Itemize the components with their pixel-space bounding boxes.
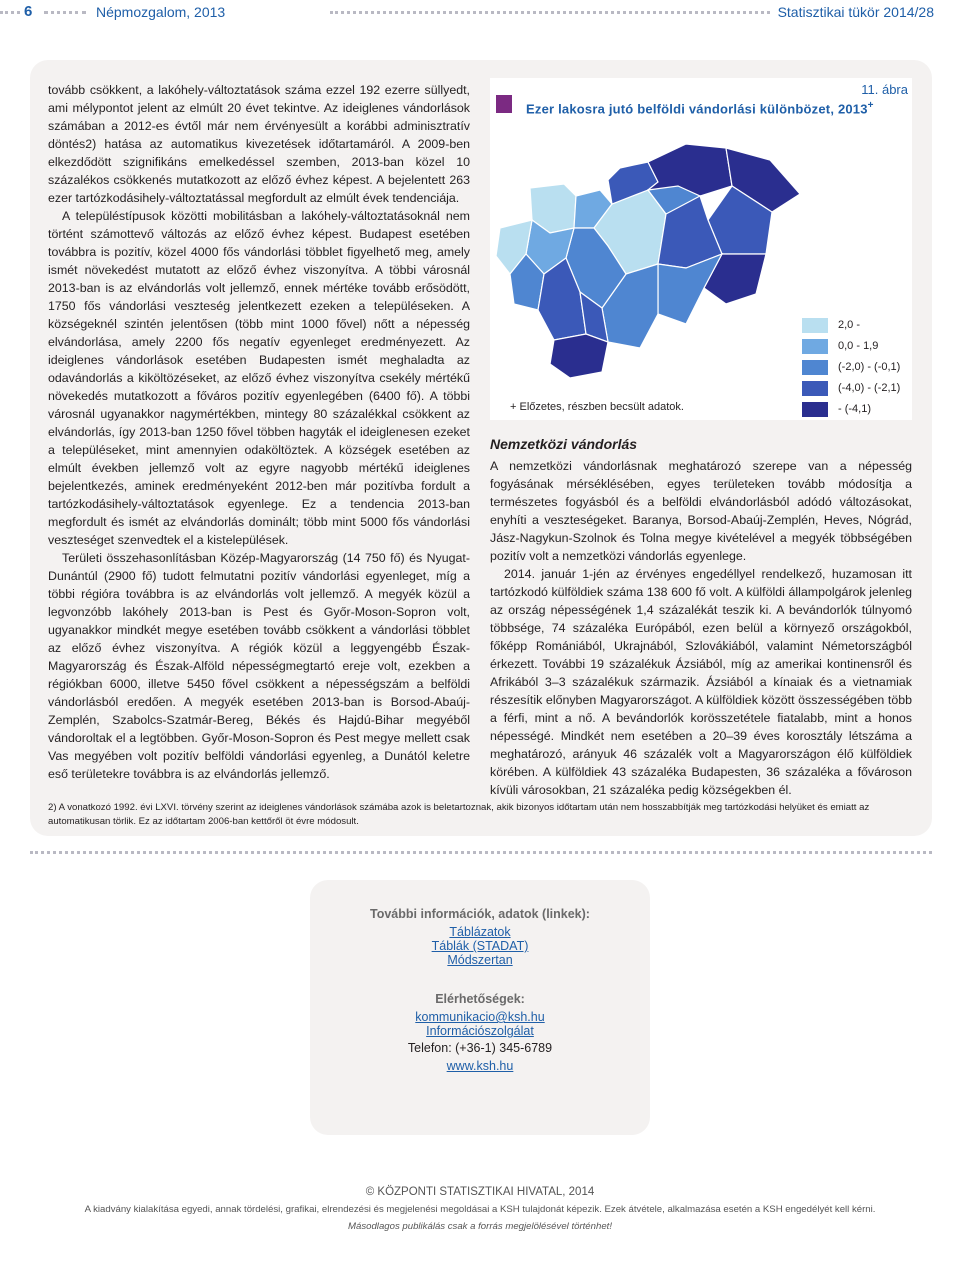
info-service-link[interactable]: Információszolgálat (426, 1024, 534, 1038)
contacts-title: Elérhetőségek: (435, 992, 525, 1006)
legend-label: 2,0 - (838, 319, 861, 331)
paragraph: 2014. január 1-jén az érvényes engedéllyel rendelkező, huzamosan itt tartózkodó külföldiek száma 138 600 fő volt. A külföldi állampolgárok jelenleg az ország népességének 1,4 százalékát teszik ki. A bevándorlók túlnyomó többsége, 74 százaléka Európából, ezen belül a környező országokból, főképp Romániából, Ukrajnából, Szlovákiából, valamint Németországból érkezett. További 19 százalékuk Ázsiából, míg az amerikai kontinensről és Afrikából 3–3 százalékuk származik. Ázsiából a kínaiak és a vietnamiak részesítik előnyben Magyarországot. A külföldiek között összességében több a férfi, mint a nő. A bevándorlók korösszetétele fiatalabb, mint a honos népességé. Mindkét nem esetében a 20–39 éves korosztály létszáma a meghatározó, arányuk 46 százalék volt a Magyarországon élő külföldiek körében. A külföldiek 43 százaléka Budapesten, 36 százaléka a fővároson kívüli városokban, 21 százaléka pedig községekben él. (490, 567, 912, 797)
page-number: 6 (24, 3, 33, 20)
legend-swatch (802, 339, 828, 354)
separator (30, 851, 932, 854)
left-column (48, 81, 470, 783)
header-dots-left (0, 11, 20, 14)
email-link[interactable]: kommunikacio@ksh.hu (415, 1010, 545, 1024)
county-baranya (550, 334, 608, 378)
paragraph: Területi összehasonlításban Közép-Magyarország (14 750 fő) és Nyugat-Dunántúl (2900 fő) tudott felmutatni pozitív vándorlási egyenleget, míg a többi régióra továbbra is az elvándorlás volt jellemző. A megyék közül a legvonzóbb lakóhely 2013-ban is Pest és Győr-Moson-Sopron volt, ugyanakkor mindkét megye esetében tovább csökkent a vándorlási többlet az előző évhez viszonyítva. A régiók közül a leggyengébb Észak-Magyarország és Észak-Alföld népességmegtartó ereje volt, ezekben a régiókban 6000, illetve 5450 fővel csökkent a népességszám a belföldi vándorlásból eredően. A megyék esetében 2013-ban is Borsod-Abaúj-Zemplén, Szabolcs-Szatmár-Bereg, Békés és Hajdú-Bihar megyéből vándoroltak el a legtöbben. Győr-Moson-Sopron és Pest megye mellett csak Vas megyében volt pozitív belföldi vándorlási egyenleg, a Dunától keletre eső területekre továbbra is az elvándorlás jellemző. (48, 551, 470, 781)
figure-title: Ezer lakosra jutó belföldi vándorlási különbözet, 2013+ (526, 100, 874, 117)
info-box (310, 880, 650, 1135)
secondary-publication-note: Másodlagos publikálás csak a forrás megjelölésével történhet! (348, 1221, 612, 1232)
disclaimer: A kiadvány kialakítása egyedi, annak tördelési, grafikai, elrendezési és megjelenési megoldásai a KSH tulajdonát képezik. Ezek átvétele, alkalmazása esetén a KSH engedélyét kell kérni. (84, 1204, 876, 1215)
header-dots (44, 11, 86, 14)
paragraph: A nemzetközi vándorlásnak meghatározó szerepe van a népesség fogyásának mérséklésében, egyes területeken tovább módosítja a természetes fogyásból és a belföldi elvándorlásból adódó változásokat, enyhíti a veszteségeket. Baranya, Borsod-Abaúj-Zemplén, Heves, Nógrád, Jász-Nagykun-Szolnok és Tolna megye kivételével a megyék többségében pozitív volt a nemzetközi vándorlás egyenlege. (490, 459, 912, 563)
legend-swatch (802, 402, 828, 417)
legend-swatch (802, 360, 828, 375)
map-figure (490, 78, 912, 420)
legend-label: (-2,0) - (-0,1) (838, 361, 901, 373)
paragraph: A településtípusok közötti mobilitásban a lakóhely-változtatásoknál nem történt számottevő változás az előző évhez képest. Budapest esetében továbbra is pozitív, közel 4000 fős vándorlási többlet figyelhető meg, amely ismét növekedést mutatott az előző évhez viszonyítva. A többi városnál 2013-ban is az elvándorlás volt jellemző, ennek mértéke tovább erősödött, 1750 fős vándorlási veszteség jelentkezett ezeken a településeken. A községeknél szintén jelentősen (több mint 1000 fővel) nőtt a népesség elvándorlása, amely 2200 fős negatív egyenleget eredményezett. Az ideiglenes vándorlások esetében Budapesten ismét meghaladta az odavándorlás a kiköltözéseket, az előző évhez viszonyítva csekély mértékű növekedés mutatkozott a főváros pozitív egyenlegében (6400 fő). A többi városnál ugyanakkor nagymértékben, mintegy 80 százalékkal csökkent az elvándorlás, így 2013-ban 1250 fővel többen hagyták el ideiglenesen ezeket a településeket, mint amennyien odaköltöztek. A községek esetében az elmúlt években jellemző volt az egyre nagyobb mértékű ideiglenes bejelentkezés, aminek eredményeként 2012-ben már pozitívba fordult a tartózkodásihely-változtatások egyenlege. Ez a tendencia 2013-ban megfordult és ismét az elvándorlás dominált; több mint 5000 fős vándorlási veszteséget szenvedtek el a kistelepülések. (48, 209, 470, 547)
legend-swatch (802, 318, 828, 333)
right-column (490, 457, 912, 799)
website-link[interactable]: www.ksh.hu (446, 1059, 514, 1073)
link-stadat[interactable]: Táblák (STADAT) (431, 939, 529, 953)
legend-label: 0,0 - 1,9 (838, 340, 879, 352)
figure-number: 11. ábra (861, 82, 908, 97)
header-dots-middle (330, 11, 770, 14)
publication-title: Népmozgalom, 2013 (96, 4, 226, 20)
legend-swatch (802, 381, 828, 396)
page-header (0, 0, 960, 24)
legend-label: (-4,0) - (-2,1) (838, 382, 901, 394)
paragraph: tovább csökkent, a lakóhely-változtatások száma ezzel 192 ezerre süllyedt, ami mélypontot jelent az elmúlt 20 évet tekintve. Az ideiglenes vándorlások számában a 2012-es évtől már nem érvényesült a korábbi adminisztratív döntés2) hatása az automatikus kivezetések időtartamáról. A 2009-ben elkezdődött szignifikáns emelkedéssel szemben, 2013-ban közel 10 százalékos csökkenés mutatkozott az előző évhez képest. A bejelentett 263 ezer tartózkodásihely-változtatással megfordult az elmúlt évek tendenciája. (48, 83, 470, 205)
copyright: © KÖZPONTI STATISZTIKAI HIVATAL, 2014 (365, 1186, 595, 1198)
link-tablazatok[interactable]: Táblázatok (449, 925, 511, 939)
series-title: Statisztikai tükör 2014/28 (777, 4, 934, 20)
info-title: További információk, adatok (linkek): (370, 907, 590, 921)
figure-note: + Előzetes, részben becsült adatok. (510, 401, 684, 413)
footnote: 2) A vonatkozó 1992. évi LXVI. törvény szerint az ideiglenes vándorlások számába azok is beletartoznak, akik bizonyos időtartam után nem hosszabbítják meg tartózkodási helyüket és emiatt az automatikusan törlik. Ez az időtartam 2006-ban kettőről öt évre módosult. (48, 802, 870, 827)
phone-text: Telefon: (+36-1) 345-6789 (407, 1041, 553, 1055)
legend-label: - (-4,1) (838, 403, 871, 415)
section-heading: Nemzetközi vándorlás (490, 436, 638, 452)
link-modszertan[interactable]: Módszertan (447, 953, 513, 967)
